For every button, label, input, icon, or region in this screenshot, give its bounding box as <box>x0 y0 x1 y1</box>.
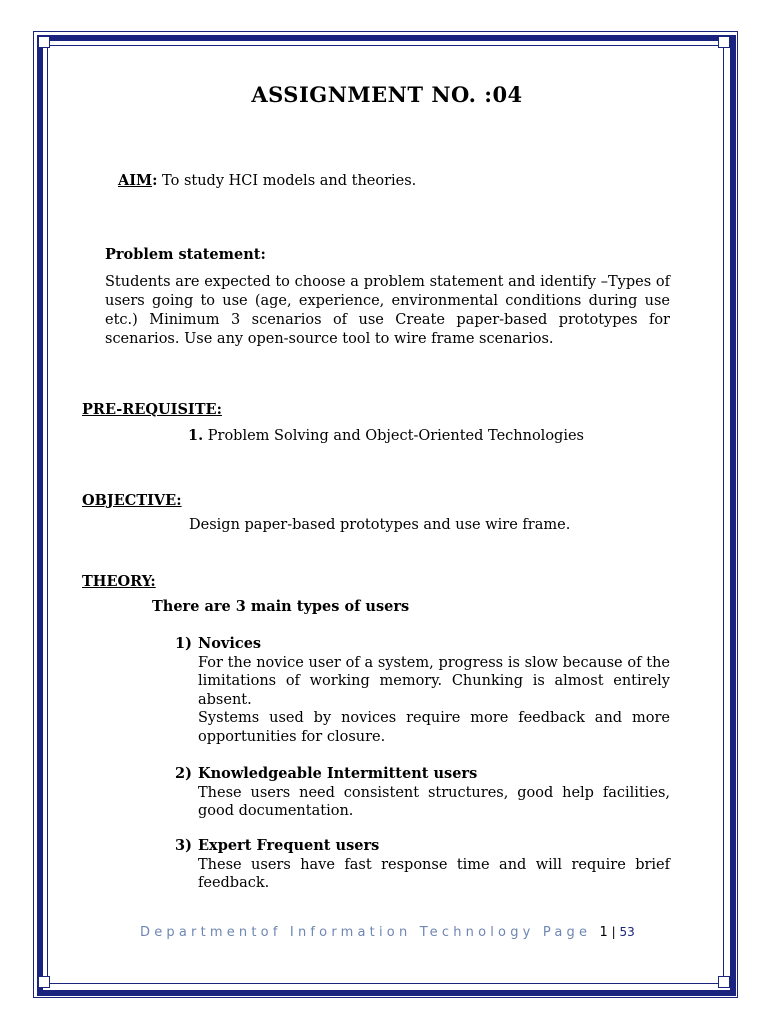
aim-line <box>118 172 416 189</box>
user-type-number: 3) <box>175 837 192 854</box>
user-type-description: These users have fast response time and will require brief feedback. <box>198 856 670 891</box>
user-type-name: Expert Frequent users <box>198 837 380 854</box>
prerequisite-item-text: Problem Solving and Object-Oriented Technologies <box>203 428 584 444</box>
user-type-description: These users need consistent structures, good help facilities, good documentation. <box>198 784 670 819</box>
border-corner-ornament <box>38 976 50 988</box>
page-footer <box>140 925 635 940</box>
footer-department: Departmentof Information Technology Page <box>140 925 592 940</box>
border-corner-ornament <box>718 36 730 48</box>
user-type-name: Knowledgeable Intermittent users <box>198 765 478 782</box>
theory-heading: THEORY: <box>82 573 156 590</box>
user-type-number: 2) <box>175 765 192 782</box>
problem-statement-heading: Problem statement: <box>105 246 266 263</box>
theory-intro: There are 3 main types of users <box>152 598 410 615</box>
footer-separator: | <box>607 925 620 939</box>
aim-label: AIM <box>118 172 153 189</box>
border-corner-ornament <box>38 36 50 48</box>
user-type-description: Systems used by novices require more feedback and more opportunities for closure. <box>198 710 670 745</box>
objective-text: Design paper-based prototypes and use wire frame. <box>189 517 571 533</box>
user-type-item <box>175 837 670 893</box>
border-corner-ornament <box>718 976 730 988</box>
prerequisite-item <box>188 427 584 444</box>
prerequisite-item-number: 1. <box>188 427 204 444</box>
footer-total-pages: 53 <box>619 925 635 939</box>
aim-colon: : <box>152 172 158 189</box>
objective-heading: OBJECTIVE: <box>82 492 182 509</box>
user-type-name: Novices <box>198 635 262 652</box>
aim-text: To study HCI models and theories. <box>157 173 417 189</box>
user-type-number: 1) <box>175 635 192 652</box>
user-type-item <box>175 765 670 821</box>
prerequisite-colon: : <box>216 401 222 418</box>
prerequisite-heading <box>82 401 222 418</box>
prerequisite-heading-text: PRE-REQUISITE <box>82 401 217 418</box>
footer-page-number: 1 <box>599 925 608 940</box>
user-type-item <box>175 635 670 746</box>
user-type-description: For the novice user of a system, progress is slow because of the limitations of working memory. Chunking is almost entirely absent. <box>198 654 670 708</box>
problem-statement-body: Students are expected to choose a problem statement and identify –Types of users going to use (age, experience, environmental conditions during use etc.) Minimum 3 scenarios of use Create paper-based prototypes for scenarios. Use any open-source tool to wire frame scenarios. <box>105 274 670 347</box>
page-title: ASSIGNMENT NO. :04 <box>251 82 523 107</box>
